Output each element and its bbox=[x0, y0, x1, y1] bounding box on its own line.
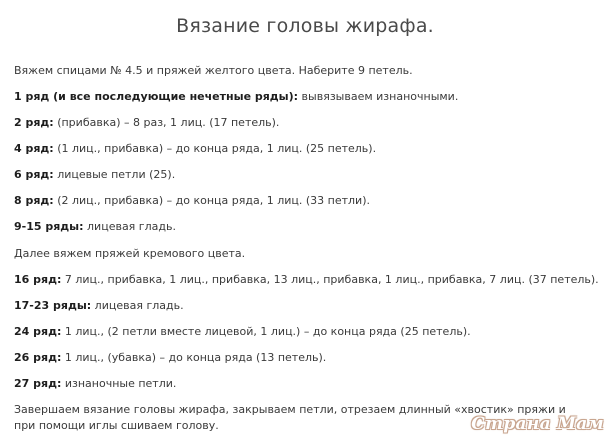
row-6 bbox=[14, 168, 175, 182]
row-8 bbox=[14, 194, 370, 208]
row-text: 7 лиц., прибавка, 1 лиц., прибавка, 13 лиц., прибавка, 1 лиц., прибавка, 7 лиц. (37 петель). bbox=[61, 273, 599, 286]
row-2 bbox=[14, 116, 279, 130]
row-1 bbox=[14, 90, 458, 104]
row-text: лицевая гладь. bbox=[91, 299, 184, 312]
row-26 bbox=[14, 351, 326, 365]
row-text: 1 лиц., (убавка) – до конца ряда (13 петель). bbox=[61, 351, 327, 364]
row-label: 9-15 ряды: bbox=[14, 220, 84, 233]
row-24 bbox=[14, 325, 471, 339]
row-9-15 bbox=[14, 220, 176, 234]
row-label: 6 ряд: bbox=[14, 168, 54, 181]
middle-note: Далее вяжем пряжей кремового цвета. bbox=[14, 247, 246, 260]
row-text: изнаночные петли. bbox=[61, 377, 177, 390]
intro-text: Вяжем спицами № 4.5 и пряжей желтого цвета. Наберите 9 петель. bbox=[14, 64, 413, 77]
row-label: 2 ряд: bbox=[14, 116, 54, 129]
row-label: 4 ряд: bbox=[14, 142, 54, 155]
row-label: 27 ряд: bbox=[14, 377, 62, 390]
row-text: (2 лиц., прибавка) – до конца ряда, 1 лиц. (33 петли). bbox=[53, 194, 370, 207]
site-watermark: Страна Мам bbox=[471, 414, 604, 434]
page-title: Вязание головы жирафа. bbox=[176, 15, 434, 37]
row-text: лицевая гладь. bbox=[83, 220, 176, 233]
row-label: 16 ряд: bbox=[14, 273, 62, 286]
row-label: 8 ряд: bbox=[14, 194, 54, 207]
row-label: 26 ряд: bbox=[14, 351, 62, 364]
row-16 bbox=[14, 273, 599, 287]
row-text: вывязываем изнаночными. bbox=[298, 90, 459, 103]
row-text: (прибавка) – 8 раз, 1 лиц. (17 петель). bbox=[53, 116, 280, 129]
row-17-23 bbox=[14, 299, 184, 313]
row-27 bbox=[14, 377, 176, 391]
row-label: 17-23 ряды: bbox=[14, 299, 92, 312]
row-label: 1 ряд (и все последующие нечетные ряды): bbox=[14, 90, 299, 103]
row-text: 1 лиц., (2 петли вместе лицевой, 1 лиц.) – до конца ряда (25 петель). bbox=[61, 325, 471, 338]
outro-line-1: Завершаем вязание головы жирафа, закрываем петли, отрезаем длинный «хвостик» пряжи и bbox=[14, 403, 566, 416]
row-4 bbox=[14, 142, 376, 156]
row-text: лицевые петли (25). bbox=[53, 168, 176, 181]
row-label: 24 ряд: bbox=[14, 325, 62, 338]
outro-line-2: при помощи иглы сшиваем голову. bbox=[14, 419, 219, 432]
row-text: (1 лиц., прибавка) – до конца ряда, 1 лиц. (25 петель). bbox=[53, 142, 377, 155]
